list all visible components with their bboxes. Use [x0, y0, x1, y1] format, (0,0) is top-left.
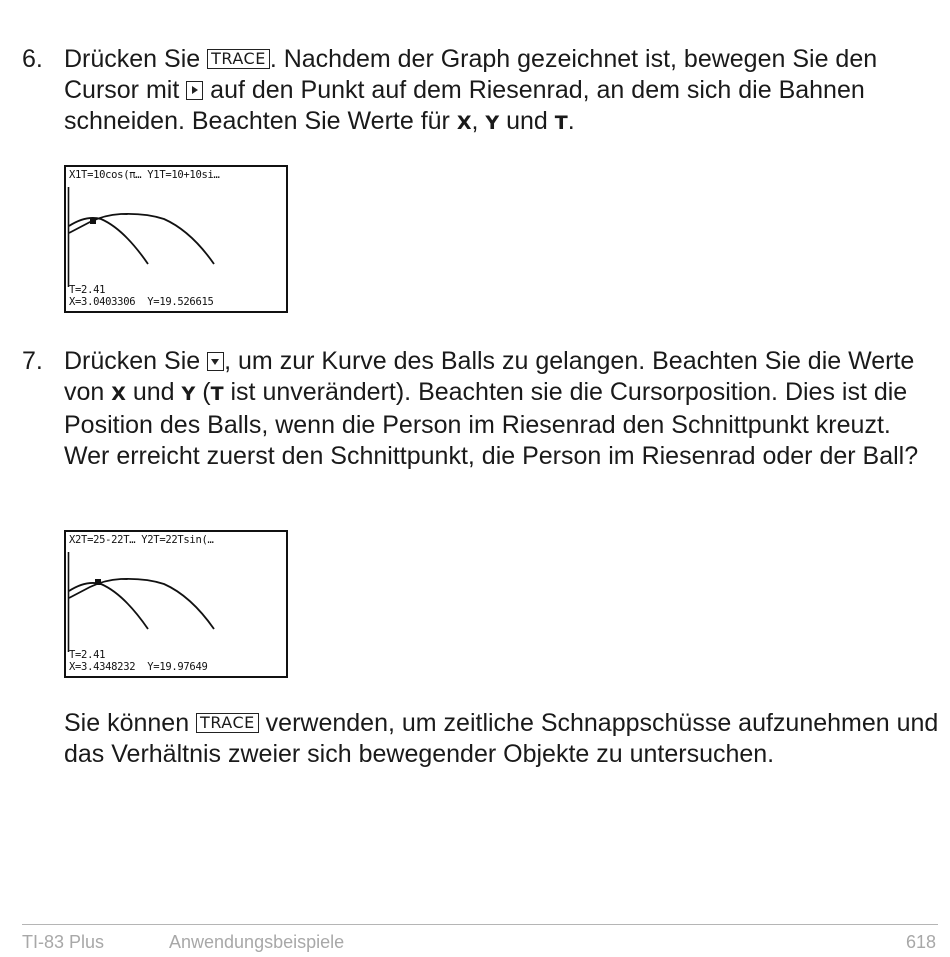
- var-y: Y: [485, 112, 500, 134]
- step-6: [22, 44, 942, 139]
- step-number: 7.: [22, 347, 43, 375]
- closing-paragraph: Sie können TRACE verwenden, um zeitliche Schnappschüsse aufzunehmen und das Verhältnis zweier sich bewegender Objekte zu untersuchen.: [64, 709, 939, 768]
- calculator-screen-1: [64, 165, 288, 313]
- var-y: Y: [181, 383, 196, 405]
- screen-2-t-value: T=2.41: [69, 649, 106, 661]
- step-7-text: Drücken Sie , um zur Kurve des Balls zu gelangen. Beachten Sie die Werte von X und Y (T ist unverändert). Beachten sie die Cursorposition. Dies ist die Position des Balls, wenn die Person im Riesenrad den Schnittpunkt kreuzt. Wer erreicht zuerst den Schnittpunkt, die Person im Riesenrad oder der Ball?: [64, 347, 919, 470]
- var-x: X: [456, 112, 472, 134]
- trace-key: TRACE: [196, 713, 259, 733]
- calculator-screen-2: [64, 530, 288, 678]
- screen-1-t-value: T=2.41: [69, 284, 106, 296]
- step-7: [22, 346, 942, 472]
- screen-2-equation-line: X2T=25-22T… Y2T=22Tsin(…: [69, 534, 214, 546]
- var-t: T: [554, 112, 568, 134]
- trace-key: TRACE: [207, 49, 270, 69]
- var-t: T: [210, 383, 224, 405]
- footer-section: Anwendungsbeispiele: [169, 932, 345, 952]
- footer-divider: [22, 924, 938, 925]
- footer-product: TI-83 Plus: [22, 932, 105, 952]
- var-x: X: [111, 383, 126, 405]
- step-number: 6.: [22, 45, 43, 73]
- page-number: 618: [905, 932, 936, 952]
- down-arrow-key-icon: [207, 352, 224, 371]
- right-arrow-key-icon: [186, 81, 203, 100]
- step-6-text: Drücken Sie TRACE . Nachdem der Graph gezeichnet ist, bewegen Sie den Cursor mit auf den Punkt auf dem Riesenrad, an dem sich die Bahnen schneiden. Beachten Sie Werte für X, Y und T.: [64, 45, 878, 135]
- screen-2-xy-values: X=3.4348232 Y=19.97649: [69, 661, 208, 673]
- screen-1-xy-values: X=3.0403306 Y=19.526615: [69, 296, 214, 308]
- screen-1-equation-line: X1T=10cos(π… Y1T=10+10si…: [69, 169, 220, 181]
